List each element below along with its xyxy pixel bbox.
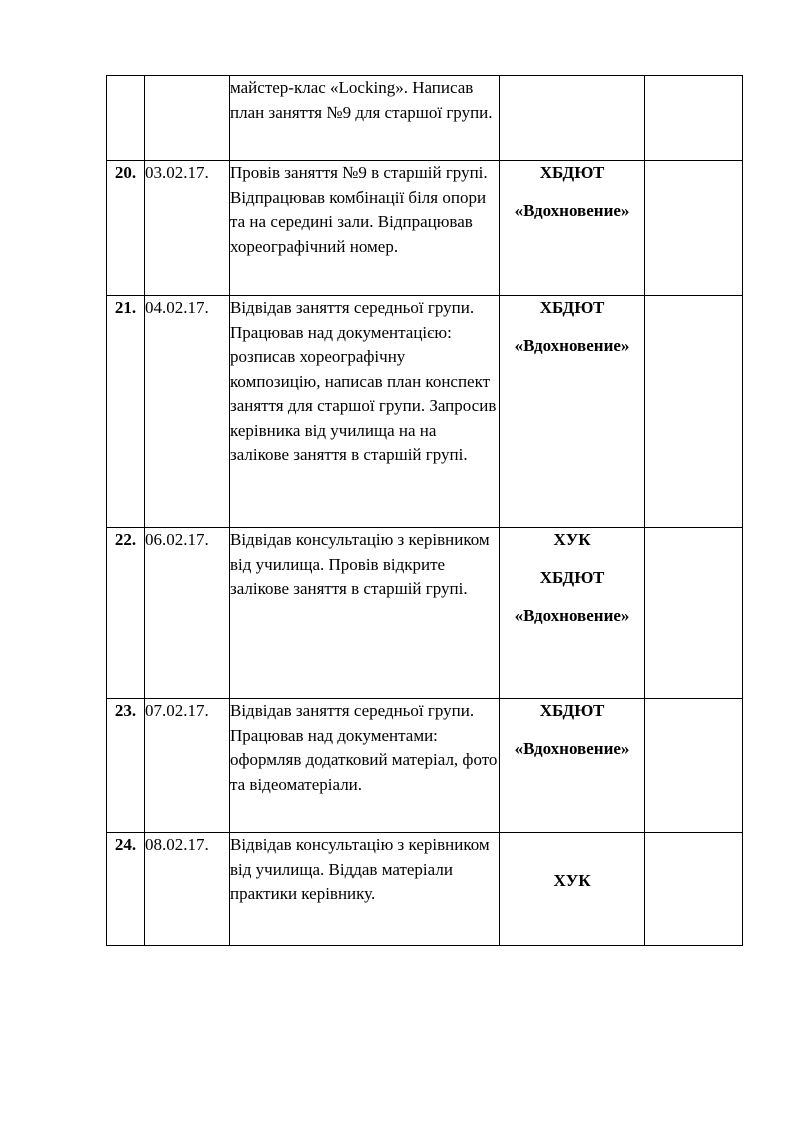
row-signature — [645, 161, 743, 296]
table-row — [107, 161, 743, 296]
table-row — [107, 528, 743, 699]
place-line: ХБДЮТ — [539, 568, 605, 587]
row-date: 04.02.17. — [145, 296, 230, 528]
row-date: 07.02.17. — [145, 699, 230, 833]
row-number: 21. — [107, 296, 145, 528]
row-place — [500, 699, 645, 833]
row-number: 20. — [107, 161, 145, 296]
table-row — [107, 699, 743, 833]
row-signature — [645, 528, 743, 699]
place-line: ХУК — [553, 871, 591, 890]
place-line: «Вдохновение» — [514, 336, 630, 355]
row-place — [500, 296, 645, 528]
place-line: «Вдохновение» — [514, 201, 630, 220]
row-place — [500, 528, 645, 699]
row-description: майстер-клас «Locking». Написав план заняття №9 для старшої групи. — [230, 76, 500, 161]
row-signature — [645, 296, 743, 528]
row-date: 06.02.17. — [145, 528, 230, 699]
row-number: 23. — [107, 699, 145, 833]
table-row — [107, 296, 743, 528]
row-signature — [645, 833, 743, 946]
row-number — [107, 76, 145, 161]
row-signature — [645, 76, 743, 161]
row-place — [500, 76, 645, 161]
table-row — [107, 76, 743, 161]
row-date: 03.02.17. — [145, 161, 230, 296]
practice-log-table — [106, 75, 743, 946]
row-number: 22. — [107, 528, 145, 699]
row-date — [145, 76, 230, 161]
row-description: Відвідав заняття середньої групи. Працював над документами: оформляв додатковий матеріал, фото та відеоматеріали. — [230, 699, 500, 833]
row-date: 08.02.17. — [145, 833, 230, 946]
row-number: 24. — [107, 833, 145, 946]
row-description: Відвідав заняття середньої групи. Працював над документацією: розписав хореографічну композицію, написав план конспект заняття для старшої групи. Запросив керівника від училища на на залікове заняття в старшій групі. — [230, 296, 500, 528]
place-line: ХБДЮТ — [539, 163, 605, 182]
place-line: ХБДЮТ — [539, 298, 605, 317]
place-line: ХБДЮТ — [539, 701, 605, 720]
row-place — [500, 833, 645, 946]
row-description: Провів заняття №9 в старшій групі. Відпрацював комбінації біля опори та на середині зали. Відпрацював хореографічний номер. — [230, 161, 500, 296]
place-line: ХУК — [553, 530, 591, 549]
row-description: Відвідав консультацію з керівником від училища. Провів відкрите залікове заняття в старшій групі. — [230, 528, 500, 699]
place-line: «Вдохновение» — [514, 739, 630, 758]
row-description: Відвідав консультацію з керівником від училища. Віддав матеріали практики керівнику. — [230, 833, 500, 946]
table-row — [107, 833, 743, 946]
row-signature — [645, 699, 743, 833]
place-line: «Вдохновение» — [514, 606, 630, 625]
row-place — [500, 161, 645, 296]
